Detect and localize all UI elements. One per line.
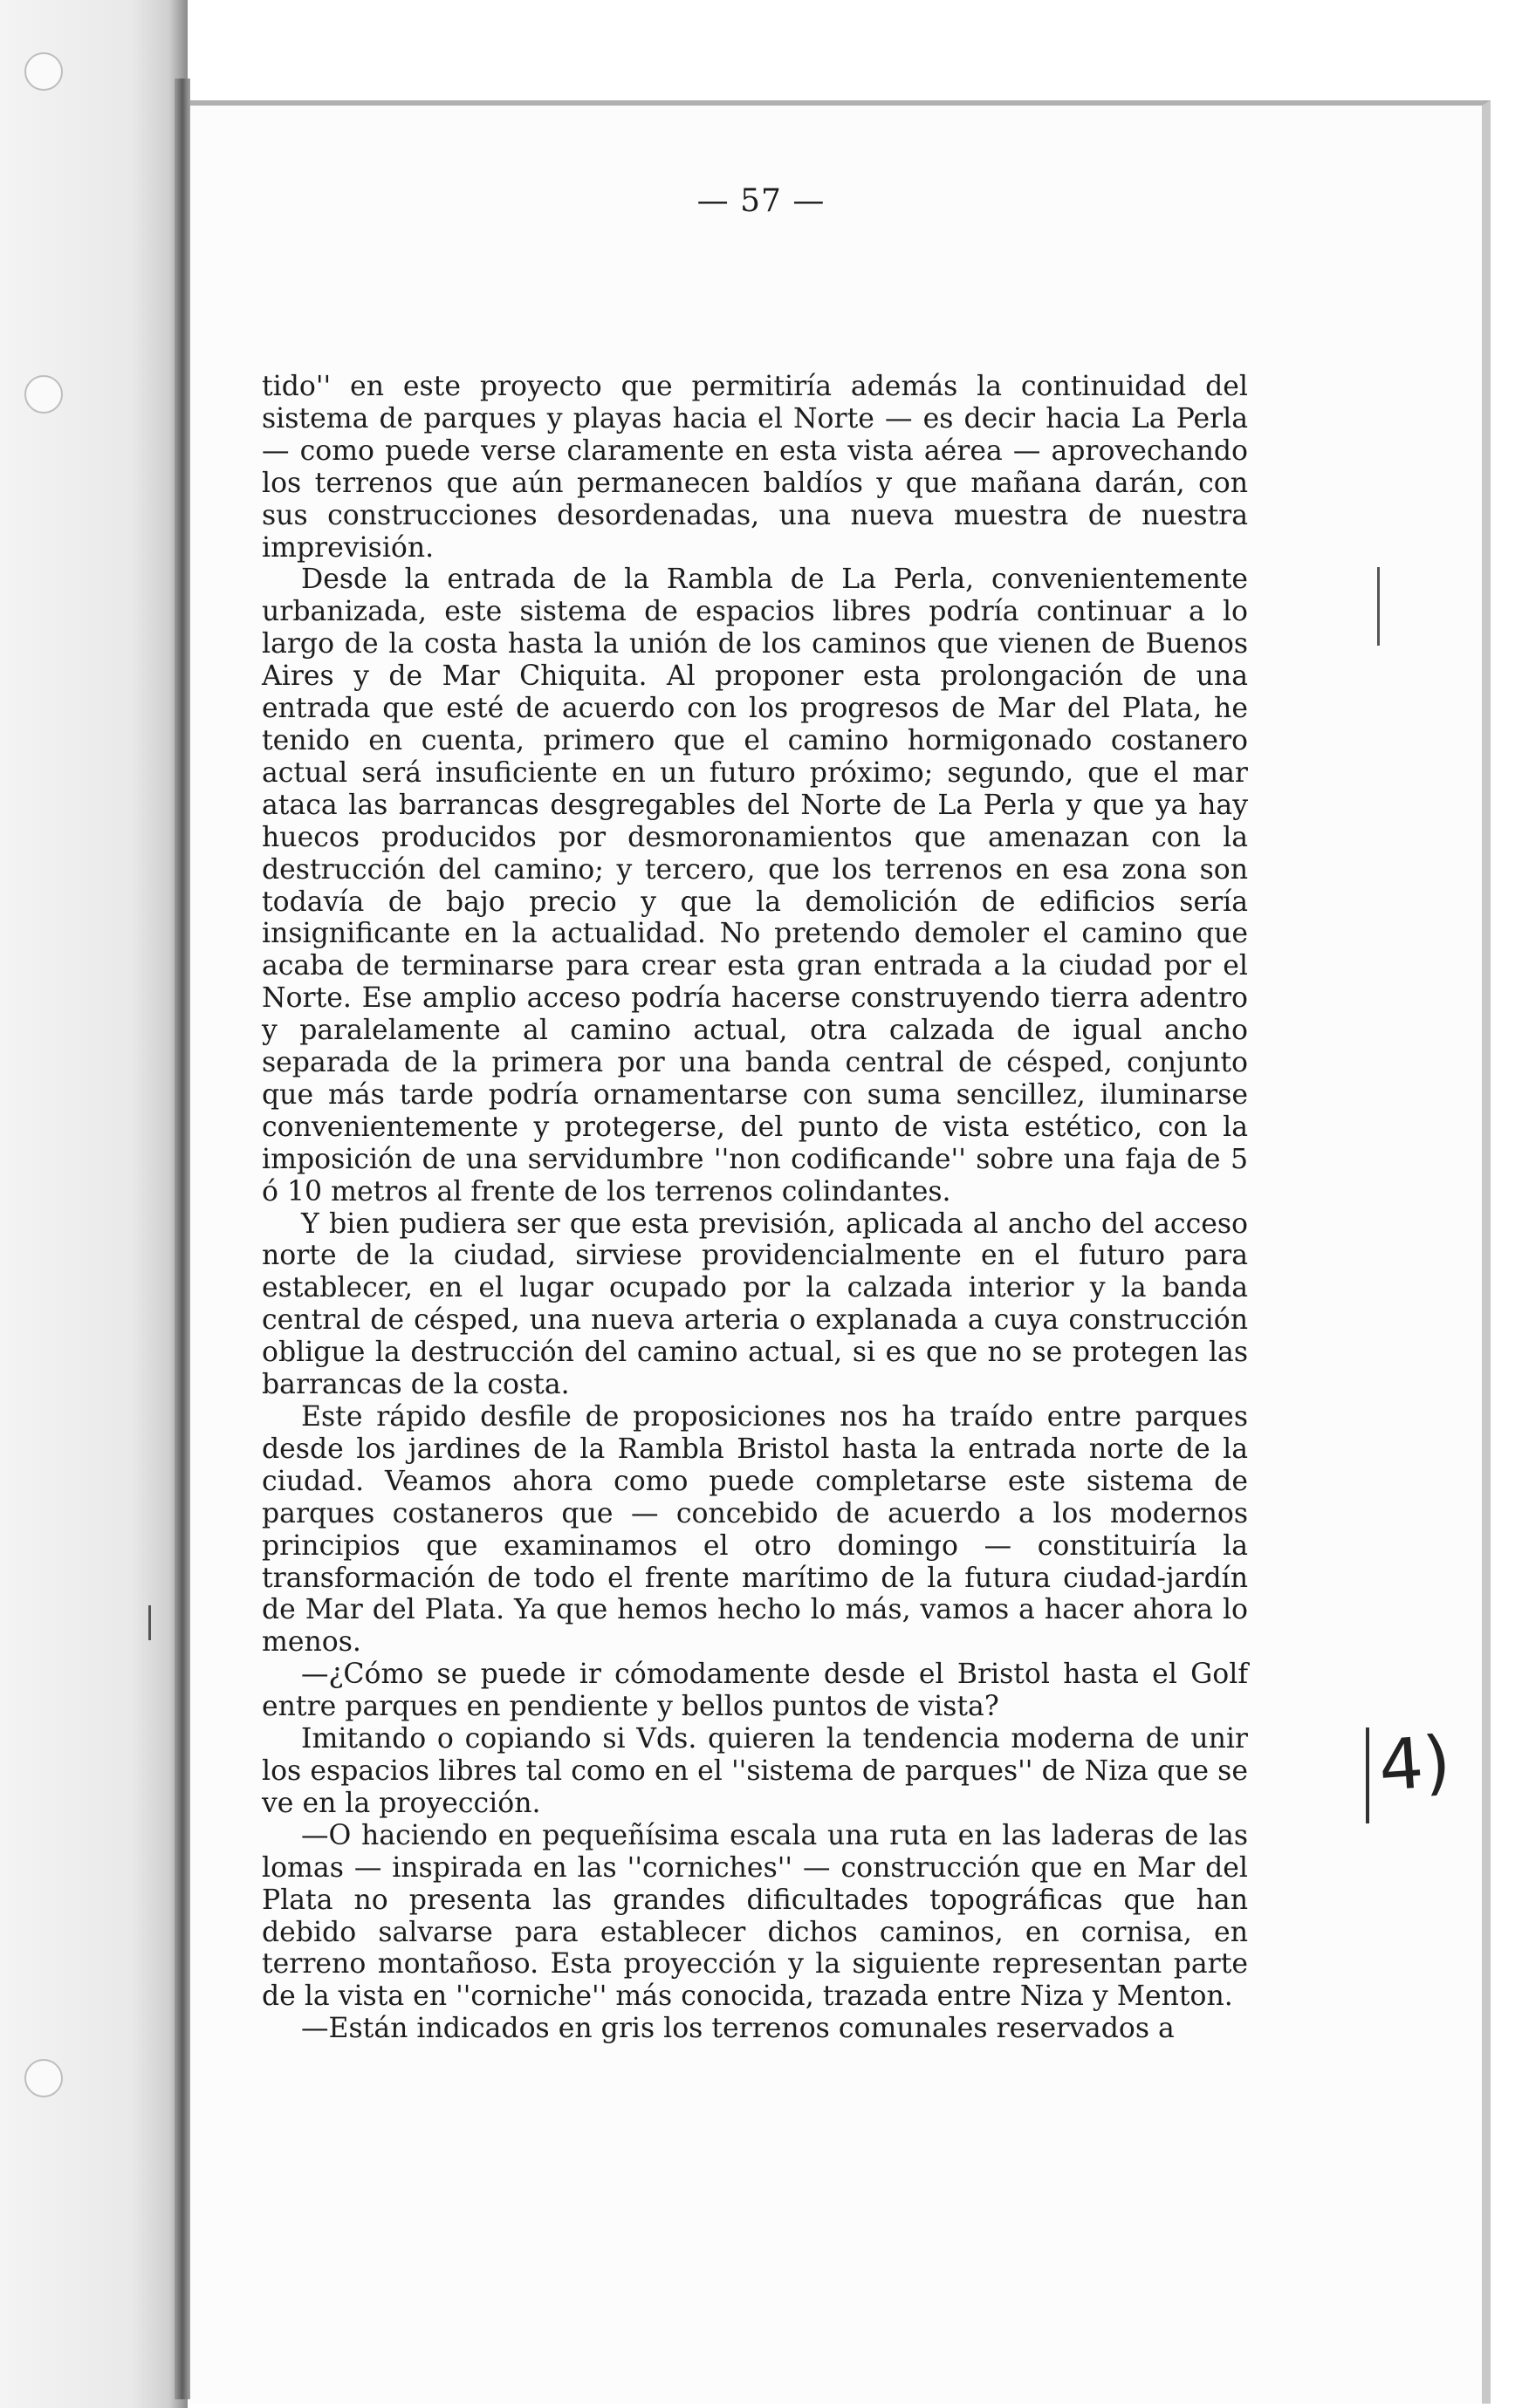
paragraph: Y bien pudiera ser que esta previsión, aplicada al ancho del acceso norte de la ciudad, sirviese providencialmente en el futuro para establecer, en el lugar ocupado por la calzada interior y la banda central de césped, una nueva arteria o explanada a cuya construcción obligue la destrucción del camino actual, si es que no se protegen las barrancas de la costa.	[262, 1207, 1248, 1401]
margin-tick	[148, 1605, 151, 1640]
page-number: — 57 —	[696, 183, 826, 219]
margin-bracket	[1366, 1727, 1369, 1823]
paragraph: Imitando o copiando si Vds. quieren la tendencia moderna de unir los espacios libres tal como en el ''sistema de parques'' de Niza que se ve en la proyección.	[262, 1723, 1248, 1819]
punch-hole	[24, 52, 63, 91]
body-text	[262, 371, 1248, 2045]
binder-strip	[0, 0, 188, 2408]
margin-tick	[1377, 567, 1380, 646]
paragraph: —¿Cómo se puede ir cómodamente desde el Bristol hasta el Golf entre parques en pendiente y bellos puntos de vista?	[262, 1659, 1248, 1723]
page-edge-shadow	[175, 79, 190, 2399]
paragraph: —Están indicados en gris los terrenos comunales reservados a	[301, 2013, 1175, 2045]
handwritten-margin-note: 4)	[1375, 1720, 1454, 1807]
punch-hole	[24, 2059, 63, 2097]
punch-hole	[24, 375, 63, 414]
paragraph: Este rápido desfile de proposiciones nos ha traído entre parques desde los jardines de la Rambla Bristol hasta la entrada norte de la ciudad. Veamos ahora como puede completarse este sistema de parques costaneros que — concebido de acuerdo a los modernos principios que examinamos el otro domingo — constituiría la transformación de todo el frente marítimo de la futura ciudad-jardín de Mar del Plata. Ya que hemos hecho lo más, vamos a hacer ahora lo menos.	[262, 1401, 1248, 1659]
paragraph: Desde la entrada de la Rambla de La Perla, convenientemente urbanizada, este sistema de espacios libres podría continuar a lo largo de la costa hasta la unión de los caminos que vienen de Buenos Aires y de Mar Chiquita. Al proponer esta prolongación de una entrada que esté de acuerdo con los progresos de Mar del Plata, he tenido en cuenta, primero que el camino hormigonado costanero actual será insuficiente en un futuro próximo; segundo, que el mar ataca las barrancas desgregables del Norte de La Perla y que ya hay huecos producidos por desmoronamientos que amenazan con la destrucción del camino; y tercero, que los terrenos en esa zona son todavía de bajo precio y que la demolición de edificios sería insignificante en la actualidad. No pretendo demoler el camino que acaba de terminarse para crear esta gran entrada a la ciudad por el Norte. Ese amplio acceso podría hacerse construyendo tierra adentro y paralelamente al camino actual, otra calzada de igual ancho separada de la primera por una banda central de césped, conjunto que más tarde podría ornamentarse con suma sencillez, iluminarse convenientemente y protegerse, del punto de vista estético, con la imposición de una servidumbre ''non codificande'' sobre una faja de 5 ó 10 metros al frente de los terrenos colindantes.	[262, 564, 1248, 1207]
paragraph: tido'' en este proyecto que permitiría además la continuidad del sistema de parques y playas hacia el Norte — es decir hacia La Perla — como puede verse claramente en esta vista aérea — aprovechando los terrenos que aún permanecen baldíos y que mañana darán, con sus construcciones desordenadas, una nueva muestra de nuestra imprevisión.	[262, 371, 1248, 564]
paragraph: —O haciendo en pequeñísima escala una ruta en las laderas de las lomas — inspirada en las ''corniches'' — construcción que en Mar del Plata no presenta las grandes dificultades topográficas que han debido salvarse para establecer dichos caminos, en cornisa, en terreno montañoso. Esta proyección y la siguiente representan parte de la vista en ''corniche'' más conocida, trazada entre Niza y Menton.	[262, 1819, 1248, 2013]
